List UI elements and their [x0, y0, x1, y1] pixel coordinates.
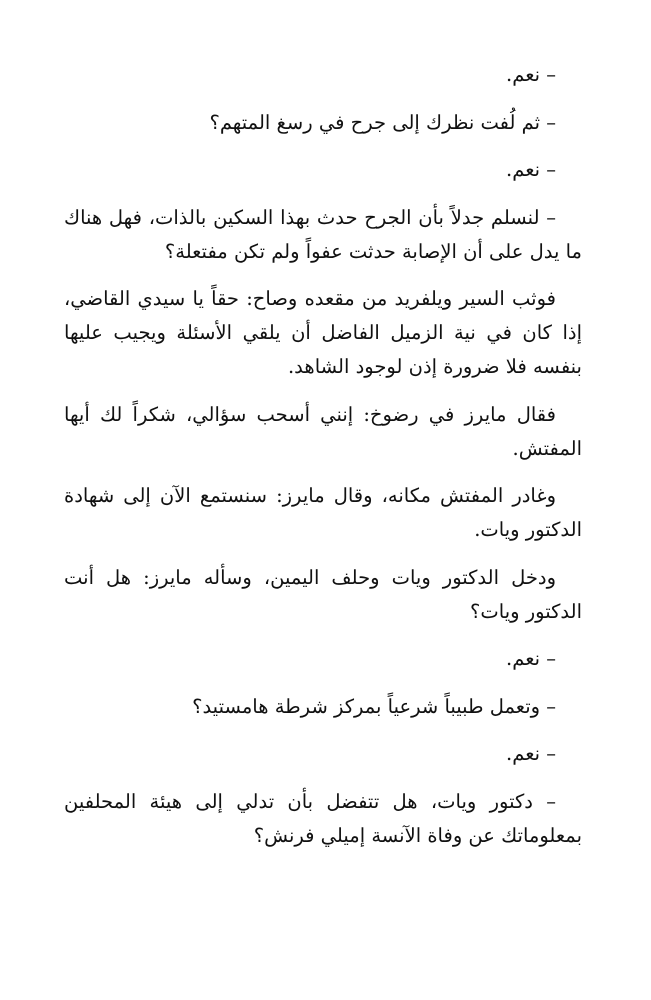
- paragraph-8: ودخل الدكتور ويات وحلف اليمين، وسأله مايرز: هل أنت الدكتور ويات؟: [64, 565, 582, 623]
- paragraph-9: – نعم.: [506, 647, 556, 670]
- paragraph-11: – نعم.: [506, 742, 556, 765]
- paragraph-2: – ثم لُفت نظرك إلى جرح في رسغ المتهم؟: [209, 110, 556, 134]
- paragraph-10: – وتعمل طبيباً شرعياً بمركز شرطة هامستيد؟: [192, 694, 556, 718]
- paragraph-3: – نعم.: [506, 158, 556, 181]
- document-page: [64, 58, 582, 853]
- paragraph-7: وغادر المفتش مكانه، وقال مايرز: سنستمع الآن إلى شهادة الدكتور ويات.: [64, 484, 582, 541]
- paragraph-5: فوثب السير ويلفريد من مقعده وصاح: حقاً يا سيدي القاضي، إذا كان في نية الزميل الفاضل أن يلقي الأسئلة ويجيب عليها بنفسه فلا ضرورة إذن لوجود الشاهد.: [64, 287, 582, 378]
- paragraph-12: – دكتور ويات، هل تتفضل بأن تدلي إلى هيئة المحلفين بمعلوماتك عن وفاة الآنسة إميلي فرنش؟: [64, 789, 582, 847]
- paragraph-6: فقال مايرز في رضوخ: إنني أسحب سؤالي، شكراً لك أيها المفتش.: [64, 402, 582, 460]
- paragraph-4: – لنسلم جدلاً بأن الجرح حدث بهذا السكين بالذات، فهل هناك ما يدل على أن الإصابة حدثت عفواً ولم تكن مفتعلة؟: [64, 205, 582, 263]
- paragraph-1: – نعم.: [506, 63, 556, 86]
